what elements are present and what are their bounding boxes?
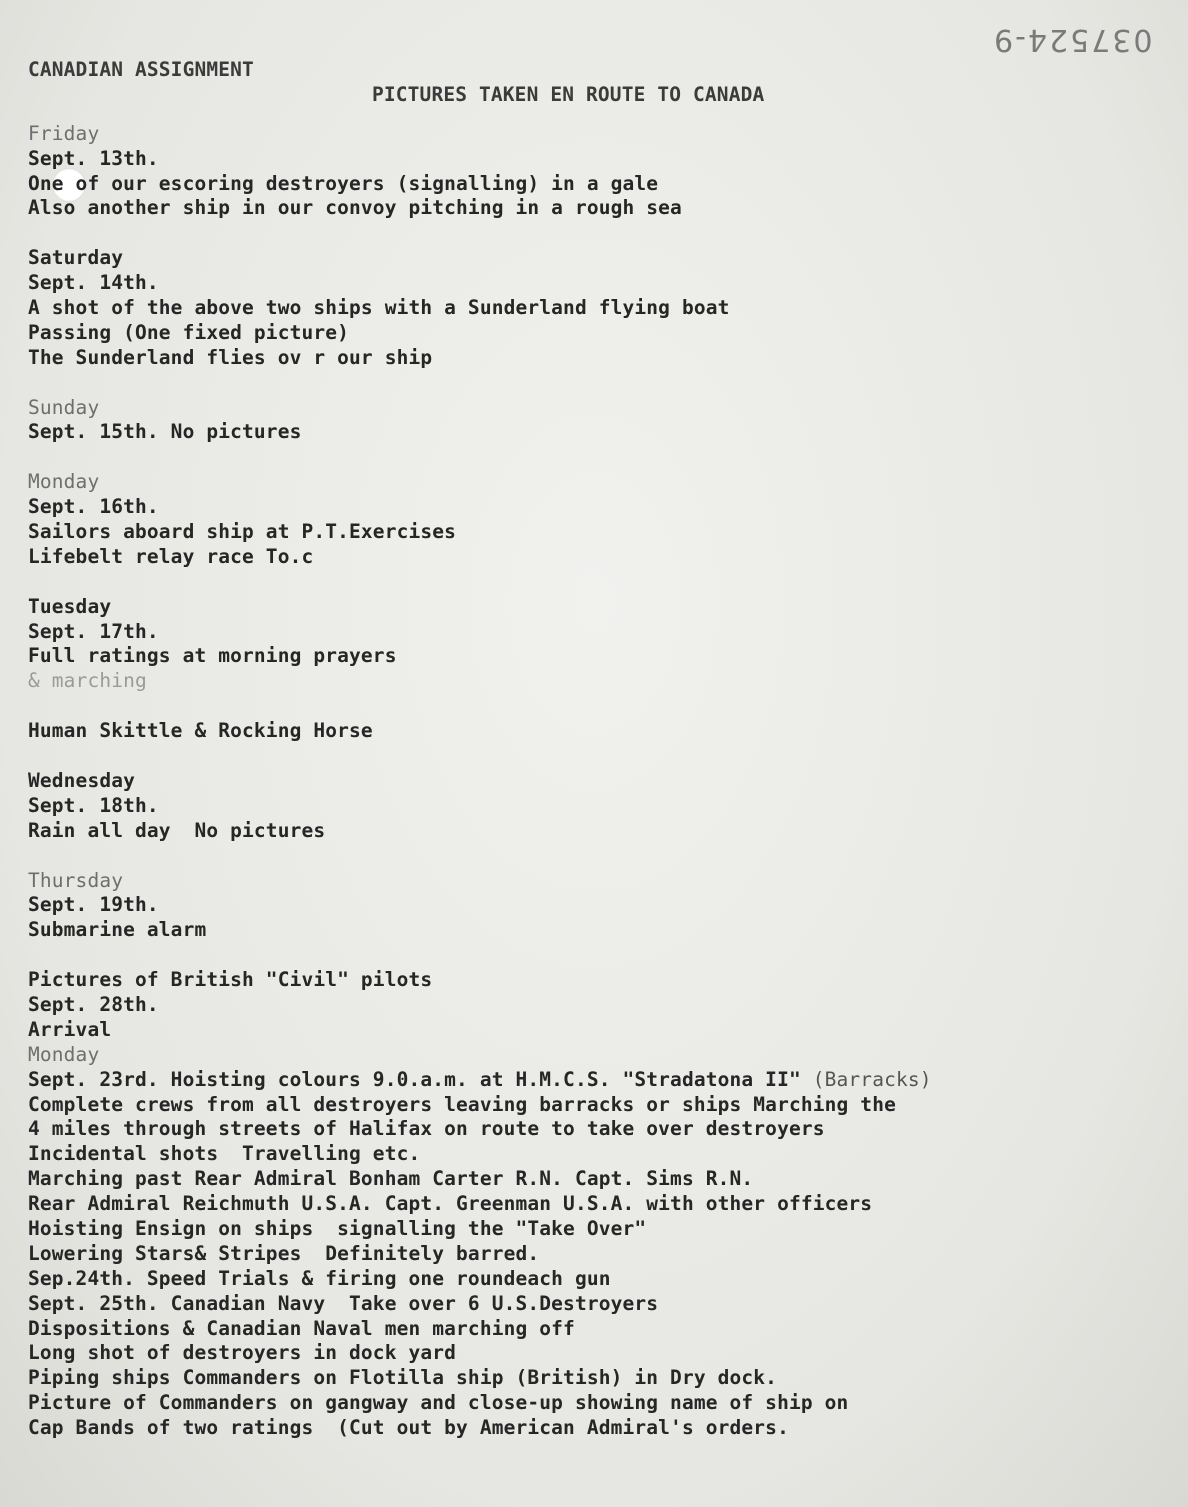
entry-line: Passing (One fixed picture) bbox=[28, 320, 350, 344]
entry-line: Lowering Stars& Stripes Definitely barred. bbox=[28, 1241, 540, 1265]
entry-line: Hoisting Ensign on ships signalling the "Take Over" bbox=[28, 1216, 647, 1240]
date-label: Sept. 16th. bbox=[28, 495, 159, 519]
entry-line: Long shot of destroyers in dock yard bbox=[28, 1341, 457, 1365]
date-label: Sept. 17th. bbox=[28, 619, 159, 643]
entry-line: Arrival bbox=[28, 1017, 112, 1041]
reference-number: 037524-9 bbox=[991, 22, 1152, 57]
entry-line: Pictures of British "Civil" pilots bbox=[28, 968, 433, 992]
day-label: Tuesday bbox=[28, 594, 112, 618]
document-title: PICTURES TAKEN EN ROUTE TO CANADA bbox=[372, 82, 765, 106]
entry-line: Piping ships Commanders on Flotilla ship (British) in Dry dock. bbox=[28, 1366, 778, 1390]
day-label: Monday bbox=[28, 1042, 100, 1066]
date-label: Sept. 18th. bbox=[28, 793, 159, 817]
day-label: Wednesday bbox=[28, 768, 136, 792]
entry-line: Rain all day No pictures bbox=[28, 818, 326, 842]
entry-line bbox=[28, 1068, 1168, 1093]
date-label: Sept. 15th. No pictures bbox=[28, 420, 302, 444]
day-label: Friday bbox=[28, 121, 100, 145]
entry-line: One of our escoring destroyers (signalling) in a gale bbox=[28, 171, 659, 195]
entry-line: Marching past Rear Admiral Bonham Carter R.N. Capt. Sims R.N. bbox=[28, 1167, 754, 1191]
entry-line: Incidental shots Travelling etc. bbox=[28, 1142, 421, 1166]
day-label: Saturday bbox=[28, 246, 124, 270]
typed-text bbox=[28, 58, 1168, 1441]
entry-line: Dispositions & Canadian Naval men marching off bbox=[28, 1316, 575, 1340]
date-label: Sept. 28th. bbox=[28, 992, 159, 1016]
entry-line: The Sunderland flies ov r our ship bbox=[28, 345, 433, 369]
entry-line: Submarine alarm bbox=[28, 918, 207, 942]
date-label: Sept. 13th. bbox=[28, 146, 159, 170]
entry-line: Sep.24th. Speed Trials & firing one roundeach gun bbox=[28, 1266, 611, 1290]
entry-line: Picture of Commanders on gangway and close-up showing name of ship on bbox=[28, 1391, 849, 1415]
entry-line: Human Skittle & Rocking Horse bbox=[28, 719, 373, 743]
entry-line: Sept. 25th. Canadian Navy Take over 6 U.S.Destroyers bbox=[28, 1291, 659, 1315]
entry-line: Complete crews from all destroyers leaving barracks or ships Marching the bbox=[28, 1092, 896, 1116]
entry-line: & marching bbox=[28, 669, 147, 693]
date-label: Sept. 19th. bbox=[28, 893, 159, 917]
day-label: Thursday bbox=[28, 868, 124, 892]
date-label: Sept. 14th. bbox=[28, 271, 159, 295]
day-label: Sunday bbox=[28, 395, 100, 419]
entry-line: Full ratings at morning prayers bbox=[28, 644, 397, 668]
entry-line: Rear Admiral Reichmuth U.S.A. Capt. Greenman U.S.A. with other officers bbox=[28, 1192, 873, 1216]
entry-line: Cap Bands of two ratings (Cut out by American Admiral's orders. bbox=[28, 1416, 789, 1440]
hoisting-colours-text: Sept. 23rd. Hoisting colours 9.0.a.m. at H.M.C.S. "Stradatona II" bbox=[28, 1067, 801, 1091]
barracks-note: (Barracks) bbox=[812, 1067, 932, 1091]
entry-line: 4 miles through streets of Halifax on route to take over destroyers bbox=[28, 1117, 825, 1141]
entry-line: Lifebelt relay race To.c bbox=[28, 544, 314, 568]
assignment-header: CANADIAN ASSIGNMENT bbox=[28, 58, 254, 81]
entry-line: Also another ship in our convoy pitching in a rough sea bbox=[28, 196, 682, 220]
entry-line: A shot of the above two ships with a Sunderland flying boat bbox=[28, 296, 730, 320]
entry-line: Sailors aboard ship at P.T.Exercises bbox=[28, 520, 457, 544]
day-label: Monday bbox=[28, 470, 100, 494]
